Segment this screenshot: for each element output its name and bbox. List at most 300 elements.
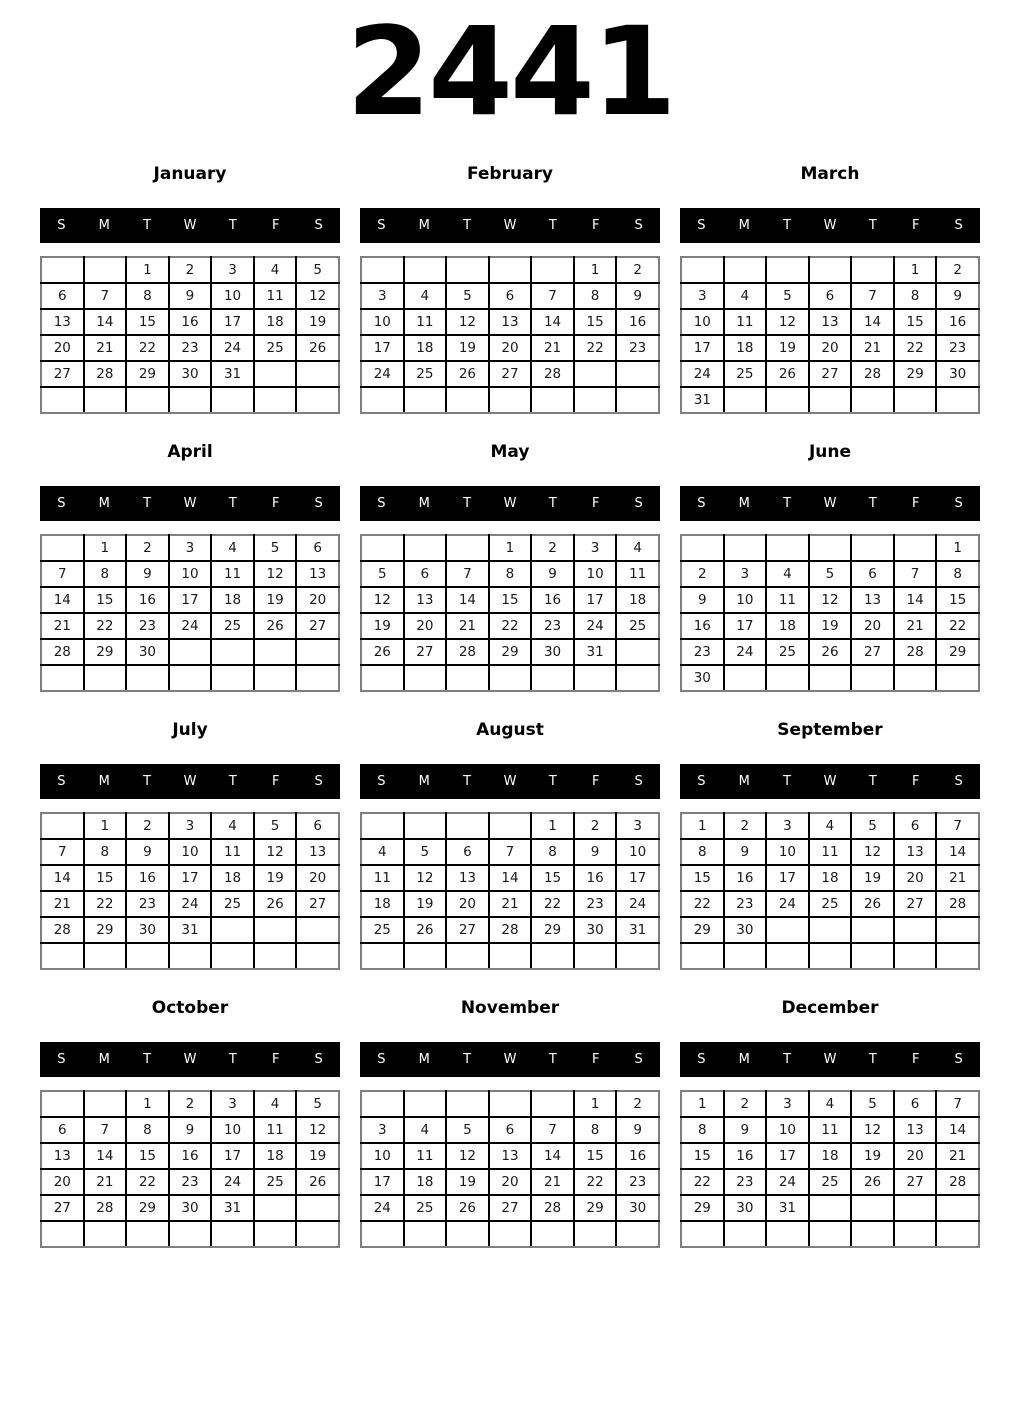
date-cell: 25 (211, 613, 254, 639)
empty-date-cell (361, 1221, 404, 1247)
weekday-label: W (503, 496, 517, 511)
month-title: June (808, 442, 852, 462)
date-cell: 25 (254, 1169, 297, 1195)
date-cell: 26 (254, 613, 297, 639)
date-cell: 27 (41, 1195, 84, 1221)
date-cell: 14 (84, 309, 127, 335)
date-cell: 5 (851, 813, 894, 839)
week-row (681, 943, 979, 969)
date-cell: 28 (41, 639, 84, 665)
empty-date-cell (489, 1091, 532, 1117)
date-cell: 13 (894, 839, 937, 865)
date-cell: 22 (894, 335, 937, 361)
calendar-table (680, 1090, 980, 1248)
empty-date-cell (296, 361, 339, 387)
month-title: April (167, 442, 213, 462)
date-cell: 10 (211, 283, 254, 309)
month-block (40, 720, 340, 998)
date-cell: 16 (574, 865, 617, 891)
date-cell: 29 (126, 361, 169, 387)
calendar-table (360, 256, 660, 414)
weekday-label: T (548, 218, 557, 233)
date-cell: 29 (489, 639, 532, 665)
date-cell: 5 (809, 561, 852, 587)
date-cell: 27 (809, 361, 852, 387)
empty-date-cell (724, 665, 767, 691)
week-row (681, 839, 979, 865)
week-row (681, 535, 979, 561)
weekday-label: S (57, 774, 66, 789)
date-cell: 13 (809, 309, 852, 335)
date-cell: 12 (851, 1117, 894, 1143)
date-cell: 18 (809, 865, 852, 891)
weekday-label: S (697, 1052, 706, 1067)
empty-date-cell (404, 665, 447, 691)
week-row (681, 1091, 979, 1117)
date-cell: 21 (851, 335, 894, 361)
date-cell: 7 (531, 283, 574, 309)
empty-date-cell (724, 535, 767, 561)
date-cell: 15 (126, 1143, 169, 1169)
weekday-header-bar (680, 208, 980, 243)
date-cell: 5 (851, 1091, 894, 1117)
week-row (41, 535, 339, 561)
date-cell: 10 (169, 839, 212, 865)
date-cell: 22 (84, 613, 127, 639)
date-cell: 31 (211, 361, 254, 387)
date-cell: 24 (616, 891, 659, 917)
date-cell: 10 (724, 587, 767, 613)
date-cell: 4 (616, 535, 659, 561)
calendar-table (360, 812, 660, 970)
empty-date-cell (574, 665, 617, 691)
weekday-label: T (868, 1052, 877, 1067)
date-cell: 30 (169, 361, 212, 387)
date-cell: 14 (489, 865, 532, 891)
week-row (361, 309, 659, 335)
date-cell: 31 (766, 1195, 809, 1221)
week-row (361, 335, 659, 361)
weekday-label: T (143, 774, 152, 789)
date-cell: 9 (936, 283, 979, 309)
empty-date-cell (296, 665, 339, 691)
empty-date-cell (894, 1195, 937, 1221)
empty-date-cell (531, 1091, 574, 1117)
empty-date-cell (211, 387, 254, 413)
empty-date-cell (894, 665, 937, 691)
empty-date-cell (809, 387, 852, 413)
date-cell: 1 (681, 813, 724, 839)
empty-date-cell (84, 1091, 127, 1117)
empty-date-cell (404, 1221, 447, 1247)
date-cell: 11 (254, 1117, 297, 1143)
date-cell: 25 (809, 891, 852, 917)
date-cell: 5 (446, 1117, 489, 1143)
date-cell: 2 (724, 1091, 767, 1117)
date-cell: 6 (894, 1091, 937, 1117)
date-cell: 7 (41, 561, 84, 587)
date-cell: 19 (851, 1143, 894, 1169)
date-cell: 21 (41, 891, 84, 917)
weekday-label: T (463, 496, 472, 511)
date-cell: 18 (254, 1143, 297, 1169)
date-cell: 23 (169, 335, 212, 361)
calendar-grid (40, 164, 980, 1276)
week-row (681, 891, 979, 917)
empty-date-cell (254, 1195, 297, 1221)
calendar-table (680, 534, 980, 692)
date-cell: 14 (936, 1117, 979, 1143)
date-cell: 1 (84, 535, 127, 561)
date-cell: 9 (616, 283, 659, 309)
week-row (681, 335, 979, 361)
date-cell: 21 (531, 1169, 574, 1195)
calendar-table (40, 534, 340, 692)
empty-date-cell (894, 943, 937, 969)
weekday-label: T (228, 218, 237, 233)
week-row (41, 1195, 339, 1221)
date-cell: 29 (894, 361, 937, 387)
weekday-label: M (738, 218, 750, 233)
empty-date-cell (531, 257, 574, 283)
date-cell: 25 (254, 335, 297, 361)
week-row (41, 335, 339, 361)
empty-date-cell (211, 1221, 254, 1247)
date-cell: 19 (361, 613, 404, 639)
weekday-label: M (98, 774, 110, 789)
empty-date-cell (361, 1091, 404, 1117)
empty-date-cell (41, 665, 84, 691)
month-block (680, 442, 980, 720)
week-row (681, 587, 979, 613)
weekday-label: M (418, 218, 430, 233)
weekday-label: S (634, 774, 643, 789)
empty-date-cell (809, 665, 852, 691)
week-row (681, 1143, 979, 1169)
date-cell: 16 (169, 309, 212, 335)
empty-date-cell (489, 257, 532, 283)
week-row (41, 387, 339, 413)
weekday-label: W (503, 774, 517, 789)
week-row (681, 613, 979, 639)
empty-date-cell (724, 943, 767, 969)
date-cell: 1 (126, 257, 169, 283)
date-cell: 25 (616, 613, 659, 639)
date-cell: 3 (169, 535, 212, 561)
date-cell: 27 (446, 917, 489, 943)
date-cell: 3 (169, 813, 212, 839)
weekday-label: M (418, 1052, 430, 1067)
date-cell: 16 (616, 1143, 659, 1169)
week-row (361, 1169, 659, 1195)
date-cell: 9 (169, 1117, 212, 1143)
date-cell: 20 (489, 335, 532, 361)
date-cell: 18 (404, 335, 447, 361)
empty-date-cell (809, 917, 852, 943)
date-cell: 20 (404, 613, 447, 639)
week-row (681, 1169, 979, 1195)
empty-date-cell (574, 1221, 617, 1247)
date-cell: 8 (894, 283, 937, 309)
weekday-label: F (591, 496, 600, 511)
weekday-label: M (418, 496, 430, 511)
week-row (681, 309, 979, 335)
empty-date-cell (361, 535, 404, 561)
empty-date-cell (404, 387, 447, 413)
week-row (361, 1195, 659, 1221)
weekday-label: F (271, 774, 280, 789)
weekday-label: M (738, 496, 750, 511)
week-row (361, 387, 659, 413)
date-cell: 29 (84, 917, 127, 943)
week-row (41, 813, 339, 839)
weekday-label: T (868, 218, 877, 233)
date-cell: 23 (724, 1169, 767, 1195)
empty-date-cell (489, 387, 532, 413)
weekday-label: S (634, 1052, 643, 1067)
weekday-label: S (314, 218, 323, 233)
calendar-table (360, 534, 660, 692)
date-cell: 2 (616, 1091, 659, 1117)
weekday-label: M (738, 1052, 750, 1067)
date-cell: 1 (489, 535, 532, 561)
date-cell: 16 (531, 587, 574, 613)
empty-date-cell (211, 665, 254, 691)
date-cell: 23 (681, 639, 724, 665)
empty-date-cell (126, 665, 169, 691)
weekday-label: S (57, 1052, 66, 1067)
date-cell: 28 (531, 361, 574, 387)
weekday-label: S (314, 1052, 323, 1067)
date-cell: 3 (681, 283, 724, 309)
date-cell: 15 (574, 309, 617, 335)
date-cell: 13 (41, 1143, 84, 1169)
date-cell: 7 (531, 1117, 574, 1143)
calendar-table (360, 1090, 660, 1248)
week-row (41, 561, 339, 587)
date-cell: 8 (681, 839, 724, 865)
date-cell: 10 (681, 309, 724, 335)
date-cell: 9 (616, 1117, 659, 1143)
date-cell: 30 (724, 1195, 767, 1221)
date-cell: 21 (894, 613, 937, 639)
date-cell: 28 (446, 639, 489, 665)
empty-date-cell (489, 665, 532, 691)
date-cell: 31 (681, 387, 724, 413)
empty-date-cell (766, 535, 809, 561)
date-cell: 30 (126, 917, 169, 943)
empty-date-cell (851, 943, 894, 969)
date-cell: 24 (724, 639, 767, 665)
date-cell: 22 (574, 1169, 617, 1195)
date-cell: 4 (211, 535, 254, 561)
date-cell: 26 (361, 639, 404, 665)
weekday-label: S (634, 496, 643, 511)
empty-date-cell (254, 1221, 297, 1247)
date-cell: 5 (361, 561, 404, 587)
date-cell: 4 (724, 283, 767, 309)
date-cell: 24 (681, 361, 724, 387)
week-row (41, 257, 339, 283)
weekday-label: F (591, 1052, 600, 1067)
date-cell: 21 (489, 891, 532, 917)
date-cell: 31 (616, 917, 659, 943)
date-cell: 3 (574, 535, 617, 561)
weekday-label: M (418, 774, 430, 789)
week-row (361, 587, 659, 613)
date-cell: 12 (254, 561, 297, 587)
empty-date-cell (169, 387, 212, 413)
month-block (680, 998, 980, 1276)
week-row (681, 813, 979, 839)
date-cell: 29 (681, 1195, 724, 1221)
week-row (681, 639, 979, 665)
date-cell: 13 (851, 587, 894, 613)
date-cell: 20 (489, 1169, 532, 1195)
weekday-label: F (591, 218, 600, 233)
empty-date-cell (936, 1195, 979, 1221)
week-row (41, 943, 339, 969)
empty-date-cell (894, 387, 937, 413)
date-cell: 29 (574, 1195, 617, 1221)
date-cell: 18 (254, 309, 297, 335)
empty-date-cell (446, 665, 489, 691)
date-cell: 2 (531, 535, 574, 561)
week-row (41, 1143, 339, 1169)
calendar-table (40, 1090, 340, 1248)
date-cell: 12 (254, 839, 297, 865)
empty-date-cell (936, 387, 979, 413)
weekday-label: S (57, 218, 66, 233)
date-cell: 16 (681, 613, 724, 639)
weekday-header-bar (360, 208, 660, 243)
empty-date-cell (809, 535, 852, 561)
empty-date-cell (894, 1221, 937, 1247)
date-cell: 24 (211, 1169, 254, 1195)
date-cell: 28 (851, 361, 894, 387)
date-cell: 25 (766, 639, 809, 665)
date-cell: 4 (211, 813, 254, 839)
date-cell: 29 (936, 639, 979, 665)
date-cell: 11 (211, 839, 254, 865)
empty-date-cell (211, 943, 254, 969)
date-cell: 6 (41, 283, 84, 309)
empty-date-cell (446, 813, 489, 839)
week-row (41, 1117, 339, 1143)
date-cell: 3 (724, 561, 767, 587)
weekday-label: T (228, 496, 237, 511)
date-cell: 11 (809, 1117, 852, 1143)
date-cell: 31 (169, 917, 212, 943)
date-cell: 22 (126, 335, 169, 361)
weekday-label: T (228, 1052, 237, 1067)
weekday-label: M (738, 774, 750, 789)
date-cell: 14 (851, 309, 894, 335)
week-row (41, 865, 339, 891)
empty-date-cell (361, 665, 404, 691)
date-cell: 6 (296, 813, 339, 839)
date-cell: 15 (574, 1143, 617, 1169)
date-cell: 12 (361, 587, 404, 613)
week-row (41, 587, 339, 613)
date-cell: 12 (296, 283, 339, 309)
date-cell: 30 (531, 639, 574, 665)
date-cell: 2 (574, 813, 617, 839)
date-cell: 14 (41, 865, 84, 891)
date-cell: 15 (531, 865, 574, 891)
date-cell: 26 (254, 891, 297, 917)
date-cell: 14 (41, 587, 84, 613)
empty-date-cell (936, 943, 979, 969)
weekday-label: M (98, 218, 110, 233)
date-cell: 24 (766, 1169, 809, 1195)
date-cell: 15 (681, 865, 724, 891)
date-cell: 27 (894, 891, 937, 917)
date-cell: 6 (404, 561, 447, 587)
date-cell: 15 (681, 1143, 724, 1169)
weekday-label: W (823, 1052, 837, 1067)
date-cell: 26 (296, 1169, 339, 1195)
weekday-header-bar (360, 764, 660, 799)
date-cell: 2 (616, 257, 659, 283)
month-title: September (777, 720, 883, 740)
empty-date-cell (211, 639, 254, 665)
calendar-table (40, 256, 340, 414)
date-cell: 21 (84, 1169, 127, 1195)
date-cell: 7 (446, 561, 489, 587)
date-cell: 6 (41, 1117, 84, 1143)
weekday-label: F (911, 774, 920, 789)
date-cell: 23 (169, 1169, 212, 1195)
date-cell: 5 (446, 283, 489, 309)
empty-date-cell (809, 943, 852, 969)
weekday-label: W (823, 218, 837, 233)
month-block (360, 720, 660, 998)
empty-date-cell (489, 813, 532, 839)
empty-date-cell (681, 257, 724, 283)
date-cell: 16 (724, 1143, 767, 1169)
weekday-label: T (548, 1052, 557, 1067)
week-row (681, 361, 979, 387)
date-cell: 19 (766, 335, 809, 361)
weekday-label: F (911, 1052, 920, 1067)
empty-date-cell (851, 257, 894, 283)
weekday-label: T (143, 496, 152, 511)
date-cell: 6 (489, 1117, 532, 1143)
weekday-label: T (143, 1052, 152, 1067)
date-cell: 4 (809, 813, 852, 839)
empty-date-cell (126, 943, 169, 969)
date-cell: 9 (724, 1117, 767, 1143)
weekday-label: S (697, 218, 706, 233)
empty-date-cell (41, 257, 84, 283)
week-row (361, 943, 659, 969)
month-title: March (800, 164, 860, 184)
weekday-label: T (783, 218, 792, 233)
date-cell: 14 (531, 1143, 574, 1169)
date-cell: 27 (489, 361, 532, 387)
date-cell: 27 (404, 639, 447, 665)
date-cell: 23 (574, 891, 617, 917)
date-cell: 7 (84, 283, 127, 309)
date-cell: 13 (296, 839, 339, 865)
date-cell: 29 (531, 917, 574, 943)
date-cell: 24 (361, 361, 404, 387)
empty-date-cell (851, 665, 894, 691)
date-cell: 8 (84, 561, 127, 587)
empty-date-cell (41, 813, 84, 839)
weekday-header-bar (680, 1042, 980, 1077)
